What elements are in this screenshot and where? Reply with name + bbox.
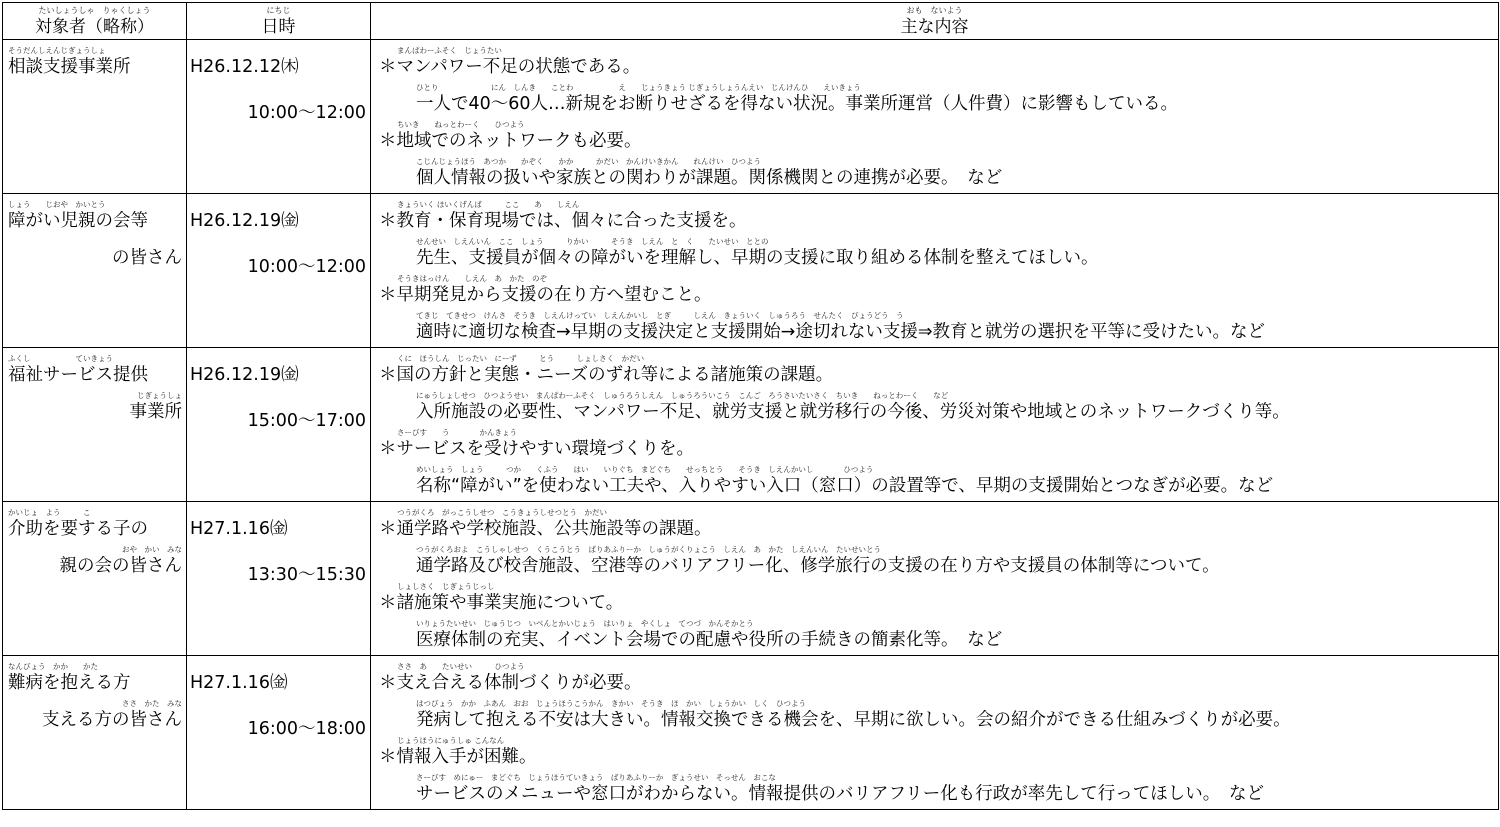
content-detail: 先生、支援員が個々の障がいを理解し、早期の支援に取り組める体制を整えてほしい。: [416, 248, 1099, 268]
header-datetime: にちじ 日時: [187, 3, 371, 40]
date-text: H26.12.19㈮: [190, 211, 299, 231]
content-cell: つうがくろ がっこうしせつ こうきょうしせつとう かだい ＊通学路や学校施設、公共施設等の課題。 つうがくろおよ こうしゃしせつ くうこうとう ばりあふりーか しゅうがくりょこう しえん あ かた しえんいん たいせいとう 通学路及び校舎施設、空港等のバリアフリー化、修学旅行の支援の在り方や支援員の体制等について。 しょしさく じぎょうじっし ＊諸施策や事業実施について。 いりょうたいせい じゅうじつ いべんとかいじょう はいりょ やくしょ てつづ かんそかとう 医療体制の充実、イベント会場での配慮や役所の手続きの簡素化等。 など: [371, 502, 1499, 656]
content-detail: 一人で40～60人…新規をお断りせざるを得ない状況。事業所運営（人件費）に影響もしている。: [416, 94, 1179, 114]
table-row: [3, 194, 1499, 348]
time-text: 13:30～15:30: [247, 565, 366, 585]
date-text: H26.12.12㈭: [190, 57, 299, 77]
target-cell: そうだんしえんじぎょうしょ 相談支援事業所: [3, 40, 187, 194]
content-bullet: ＊地域でのネットワークも必要。: [379, 131, 642, 151]
content-bullet: ＊支え合える体制づくりが必要。: [379, 673, 642, 693]
content-cell: くに ほうしん じったい にーず とう しょしさく かだい ＊国の方針と実態・ニーズのずれ等による諸施策の課題。 にゅうしょしせつ ひつようせい まんぱわーふそく しゅうろうしえん しゅうろういこう こんご ろうさいたいさく ちいき ねっとわーく など 入所施設の必要性、マンパワー不足、就労支援と就労移行の今後、労災対策や地域とのネットワークづくり等。 さーびす う かんきょう ＊サービスを受けやすい環境づくりを。 めいしょう しょう つか くふう はい いりぐち まどぐち せっちとう そうき しえんかいし ひつよう 名称“障がい”を使わない工夫や、入りやすい入口（窓口）の設置等で、早期の支援開始とつなぎが必要。など: [371, 348, 1499, 502]
content-bullet: ＊マンパワー不足の状態である。: [379, 57, 641, 77]
content-detail: 通学路及び校舎施設、空港等のバリアフリー化、修学旅行の支援の在り方や支援員の体制等について。: [416, 556, 1220, 576]
date-text: H27.1.16㈮: [190, 673, 288, 693]
content-detail: 個人情報の扱いや家族との関わりが課題。関係機関との連携が必要。 など: [416, 168, 1003, 188]
content-detail: サービスのメニューや窓口がわからない。情報提供のバリアフリー化も行政が率先して行ってほしい。 など: [416, 784, 1265, 804]
target-cell: なんびょう かか かた 難病を抱える方 ささ かた みな 支える方の皆さん: [3, 656, 187, 810]
datetime-cell: [187, 502, 371, 656]
content-bullet: ＊情報入手が困難。: [379, 747, 537, 767]
header-row: [3, 3, 1499, 40]
content-cell: ささ あ たいせい ひつよう ＊支え合える体制づくりが必要。 はつびょう かか ふあん おお じょうほうこうかん きかい そうき ほ かい しょうかい しく ひつよう 発病して抱える不安は大きい。情報交換できる機会を、早期に欲しい。会の紹介ができる仕組みづくりが必要。 じょうほうにゅうしゅ こんなん ＊情報入手が困難。 さーびす めにゅー まどぐち じょうほうていきょう ばりあふりーか ぎょうせい そっせん おこな サービスのメニューや窓口がわからない。情報提供のバリアフリー化も行政が率先して行ってほしい。 など: [371, 656, 1499, 810]
content-bullet: ＊国の方針と実態・ニーズのずれ等による諸施策の課題。: [379, 365, 834, 385]
target-name: 福祉サービス提供: [8, 365, 148, 385]
date-text: H27.1.16㈮: [190, 519, 288, 539]
content-detail: 医療体制の充実、イベント会場での配慮や役所の手続きの簡素化等。 など: [416, 630, 1003, 650]
content-cell: まんぱわーふそく じょうたい ＊マンパワー不足の状態である。 ひとり にん しんき ことわ え じょうきょう じぎょうしょうんえい じんけんひ えいきょう 一人で40～60人…新規をお断りせざるを得ない状況。事業所運営（人件費）に影響もしている。 ちいき ねっとわーく ひつよう ＊地域でのネットワークも必要。 こじんじょうほう あつか かぞく かか かだい かんけいきかん れんけい ひつよう 個人情報の扱いや家族との関わりが課題。関係機関との連携が必要。 など: [371, 40, 1499, 194]
time-text: 10:00～12:00: [247, 257, 366, 277]
content-detail: 発病して抱える不安は大きい。情報交換できる機会を、早期に欲しい。会の紹介ができる仕組みづくりが必要。: [416, 710, 1291, 730]
target-name: 相談支援事業所: [8, 57, 131, 77]
content-cell: きょういく ほいくげんば ここ あ しえん ＊教育・保育現場では、個々に合った支援を。 せんせい しえんいん ここ しょう りかい そうき しえん と く たいせい ととの 先生、支援員が個々の障がいを理解し、早期の支援に取り組める体制を整えてほしい。 そうきはっけん しえん あ かた のぞ ＊早期発見から支援の在り方へ望むこと。 てきじ てきせつ けんさ そうき しえんけってい しえんかいし とぎ しえん きょういく しゅうろう せんたく びょうどう う 適時に適切な検査→早期の支援決定と支援開始→途切れない支援⇒教育と就労の選択を平等に受けたい。など: [371, 194, 1499, 348]
table-row: [3, 40, 1499, 194]
time-text: 10:00～12:00: [247, 103, 366, 123]
content-bullet: ＊サービスを受けやすい環境づくりを。: [379, 439, 694, 459]
datetime-cell: [187, 656, 371, 810]
table-row: [3, 502, 1499, 656]
target-name: 障がい児親の会等: [8, 211, 148, 231]
table-row: [3, 656, 1499, 810]
content-bullet: ＊教育・保育現場では、個々に合った支援を。: [379, 211, 747, 231]
datetime-cell: [187, 194, 371, 348]
content-bullet: ＊通学路や学校施設、公共施設等の課題。: [379, 519, 712, 539]
time-text: 16:00～18:00: [247, 719, 366, 739]
target-name: 難病を抱える方: [8, 673, 131, 693]
header-target: たいしょうしゃ りゃくしょう 対象者（略称）: [3, 3, 187, 40]
content-detail: 適時に適切な検査→早期の支援決定と支援開始→途切れない支援⇒教育と就労の選択を平等に受けたい。など: [416, 322, 1265, 342]
content-bullet: ＊早期発見から支援の在り方へ望むこと。: [379, 285, 712, 305]
target-cell: ふくし ていきょう 福祉サービス提供 じぎょうしょ 事業所: [3, 348, 187, 502]
consultation-table: [2, 2, 1499, 810]
target-name: 介助を要する子の: [8, 519, 148, 539]
header-content: おも ないよう 主な内容: [371, 3, 1499, 40]
datetime-cell: [187, 348, 371, 502]
target-cell: かいじょ よう こ 介助を要する子の おや かい みな 親の会の皆さん: [3, 502, 187, 656]
content-detail: 名称“障がい”を使わない工夫や、入りやすい入口（窓口）の設置等で、早期の支援開始とつなぎが必要。など: [416, 476, 1274, 496]
time-text: 15:00～17:00: [247, 411, 366, 431]
content-bullet: ＊諸施策や事業実施について。: [379, 593, 624, 613]
target-cell: しょう じおや かいとう 障がい児親の会等 の皆さん: [3, 194, 187, 348]
date-text: H26.12.19㈮: [190, 365, 299, 385]
table-row: [3, 348, 1499, 502]
content-detail: 入所施設の必要性、マンパワー不足、就労支援と就労移行の今後、労災対策や地域とのネットワークづくり等。: [416, 402, 1290, 422]
datetime-cell: [187, 40, 371, 194]
